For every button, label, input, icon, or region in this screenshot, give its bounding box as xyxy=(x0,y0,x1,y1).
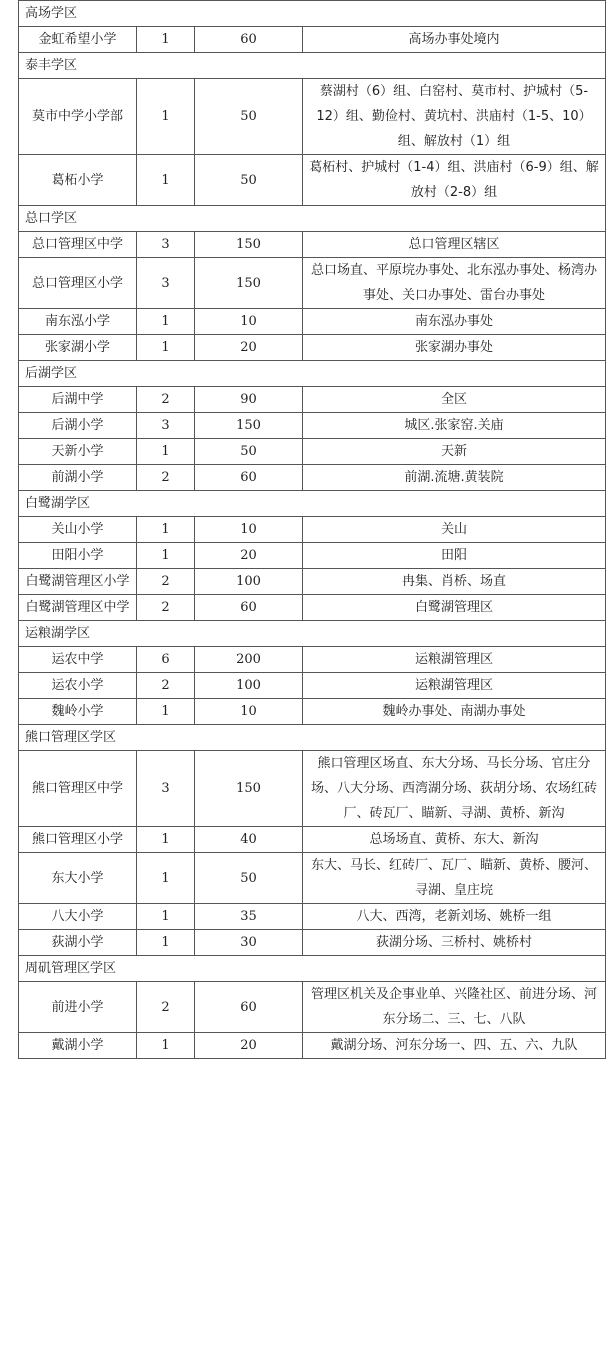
school-name-cell: 南东泓小学 xyxy=(19,309,137,335)
enrollment-area-cell: 全区 xyxy=(303,387,606,413)
school-name-cell: 熊口管理区小学 xyxy=(19,827,137,853)
section-header-row xyxy=(19,725,606,751)
class-count-cell: 1 xyxy=(137,439,195,465)
class-count-cell: 3 xyxy=(137,232,195,258)
student-count-cell: 60 xyxy=(195,27,303,53)
school-district-table xyxy=(18,0,605,1059)
table-row xyxy=(19,439,606,465)
school-name-cell: 天新小学 xyxy=(19,439,137,465)
table-row xyxy=(19,517,606,543)
table-row xyxy=(19,543,606,569)
enrollment-area-cell: 荻湖分场、三桥村、姚桥村 xyxy=(303,930,606,956)
enrollment-area-cell: 管理区机关及企事业单、兴隆社区、前进分场、河东分场二、三、七、八队 xyxy=(303,982,606,1033)
school-name-cell: 关山小学 xyxy=(19,517,137,543)
table-row xyxy=(19,904,606,930)
enrollment-area-cell: 运粮湖管理区 xyxy=(303,673,606,699)
school-name-cell: 白鹭湖管理区中学 xyxy=(19,595,137,621)
section-header-row xyxy=(19,53,606,79)
class-count-cell: 1 xyxy=(137,517,195,543)
class-count-cell: 1 xyxy=(137,309,195,335)
student-count-cell: 200 xyxy=(195,647,303,673)
enrollment-area-cell: 高场办事处境内 xyxy=(303,27,606,53)
class-count-cell: 2 xyxy=(137,465,195,491)
school-name-cell: 葛柘小学 xyxy=(19,155,137,206)
class-count-cell: 1 xyxy=(137,827,195,853)
table-row xyxy=(19,673,606,699)
student-count-cell: 60 xyxy=(195,982,303,1033)
school-name-cell: 熊口管理区中学 xyxy=(19,751,137,827)
enrollment-area-cell: 八大、西湾，老新刘场、姚桥一组 xyxy=(303,904,606,930)
enrollment-area-cell: 天新 xyxy=(303,439,606,465)
enrollment-area-cell: 总口场直、平原垸办事处、北东泓办事处、杨湾办事处、关口办事处、雷台办事处 xyxy=(303,258,606,309)
enrollment-area-cell: 城区.张家窑.关庙 xyxy=(303,413,606,439)
student-count-cell: 50 xyxy=(195,79,303,155)
enrollment-area-cell: 东大、马长、红砖厂、瓦厂、瞄新、黄桥、腰河、寻湖、皇庄垸 xyxy=(303,853,606,904)
class-count-cell: 2 xyxy=(137,387,195,413)
class-count-cell: 2 xyxy=(137,982,195,1033)
table-row xyxy=(19,79,606,155)
school-name-cell: 后湖小学 xyxy=(19,413,137,439)
table-row xyxy=(19,751,606,827)
table-row xyxy=(19,595,606,621)
enrollment-area-cell: 蔡湖村（6）组、白窑村、莫市村、护城村（5-12）组、勤俭村、黄坑村、洪庙村（1-5、10）组、解放村（1）组 xyxy=(303,79,606,155)
table-row xyxy=(19,982,606,1033)
table-row xyxy=(19,27,606,53)
class-count-cell: 1 xyxy=(137,155,195,206)
student-count-cell: 50 xyxy=(195,439,303,465)
class-count-cell: 1 xyxy=(137,1033,195,1059)
section-title: 白鹭湖学区 xyxy=(19,491,606,517)
section-header-row xyxy=(19,621,606,647)
class-count-cell: 2 xyxy=(137,673,195,699)
section-title: 周矶管理区学区 xyxy=(19,956,606,982)
table-row xyxy=(19,647,606,673)
school-name-cell: 田阳小学 xyxy=(19,543,137,569)
class-count-cell: 3 xyxy=(137,258,195,309)
school-name-cell: 总口管理区中学 xyxy=(19,232,137,258)
class-count-cell: 1 xyxy=(137,699,195,725)
class-count-cell: 1 xyxy=(137,335,195,361)
enrollment-area-cell: 运粮湖管理区 xyxy=(303,647,606,673)
section-header-row xyxy=(19,1,606,27)
class-count-cell: 1 xyxy=(137,904,195,930)
table-row xyxy=(19,465,606,491)
student-count-cell: 40 xyxy=(195,827,303,853)
school-name-cell: 后湖中学 xyxy=(19,387,137,413)
student-count-cell: 150 xyxy=(195,413,303,439)
section-title: 高场学区 xyxy=(19,1,606,27)
enrollment-table xyxy=(18,0,606,1059)
enrollment-area-cell: 前湖.流塘.黄装院 xyxy=(303,465,606,491)
student-count-cell: 100 xyxy=(195,569,303,595)
enrollment-area-cell: 田阳 xyxy=(303,543,606,569)
table-row xyxy=(19,1033,606,1059)
table-row xyxy=(19,413,606,439)
table-row xyxy=(19,387,606,413)
student-count-cell: 30 xyxy=(195,930,303,956)
enrollment-area-cell: 张家湖办事处 xyxy=(303,335,606,361)
class-count-cell: 3 xyxy=(137,413,195,439)
table-body xyxy=(19,1,606,1059)
school-name-cell: 白鹭湖管理区小学 xyxy=(19,569,137,595)
section-title: 熊口管理区学区 xyxy=(19,725,606,751)
student-count-cell: 60 xyxy=(195,595,303,621)
student-count-cell: 10 xyxy=(195,309,303,335)
section-header-row xyxy=(19,206,606,232)
student-count-cell: 20 xyxy=(195,1033,303,1059)
enrollment-area-cell: 葛柘村、护城村（1-4）组、洪庙村（6-9）组、解放村（2-8）组 xyxy=(303,155,606,206)
table-row xyxy=(19,155,606,206)
enrollment-area-cell: 白鹭湖管理区 xyxy=(303,595,606,621)
section-header-row xyxy=(19,491,606,517)
school-name-cell: 莫市中学小学部 xyxy=(19,79,137,155)
student-count-cell: 150 xyxy=(195,232,303,258)
student-count-cell: 50 xyxy=(195,853,303,904)
table-row xyxy=(19,258,606,309)
table-row xyxy=(19,309,606,335)
enrollment-area-cell: 总场场直、黄桥、东大、新沟 xyxy=(303,827,606,853)
table-row xyxy=(19,930,606,956)
school-name-cell: 张家湖小学 xyxy=(19,335,137,361)
class-count-cell: 2 xyxy=(137,595,195,621)
section-header-row xyxy=(19,956,606,982)
student-count-cell: 10 xyxy=(195,699,303,725)
enrollment-area-cell: 戴湖分场、河东分场一、四、五、六、九队 xyxy=(303,1033,606,1059)
school-name-cell: 总口管理区小学 xyxy=(19,258,137,309)
section-title: 后湖学区 xyxy=(19,361,606,387)
enrollment-area-cell: 南东泓办事处 xyxy=(303,309,606,335)
class-count-cell: 1 xyxy=(137,79,195,155)
table-row xyxy=(19,699,606,725)
student-count-cell: 150 xyxy=(195,258,303,309)
enrollment-area-cell: 总口管理区辖区 xyxy=(303,232,606,258)
school-name-cell: 前湖小学 xyxy=(19,465,137,491)
school-name-cell: 荻湖小学 xyxy=(19,930,137,956)
enrollment-area-cell: 魏岭办事处、南湖办事处 xyxy=(303,699,606,725)
student-count-cell: 100 xyxy=(195,673,303,699)
student-count-cell: 20 xyxy=(195,335,303,361)
table-row xyxy=(19,827,606,853)
student-count-cell: 90 xyxy=(195,387,303,413)
section-title: 总口学区 xyxy=(19,206,606,232)
student-count-cell: 150 xyxy=(195,751,303,827)
school-name-cell: 魏岭小学 xyxy=(19,699,137,725)
enrollment-area-cell: 关山 xyxy=(303,517,606,543)
class-count-cell: 1 xyxy=(137,853,195,904)
school-name-cell: 前进小学 xyxy=(19,982,137,1033)
school-name-cell: 戴湖小学 xyxy=(19,1033,137,1059)
school-name-cell: 运农中学 xyxy=(19,647,137,673)
student-count-cell: 35 xyxy=(195,904,303,930)
class-count-cell: 2 xyxy=(137,569,195,595)
section-header-row xyxy=(19,361,606,387)
class-count-cell: 1 xyxy=(137,27,195,53)
class-count-cell: 6 xyxy=(137,647,195,673)
table-row xyxy=(19,853,606,904)
student-count-cell: 50 xyxy=(195,155,303,206)
class-count-cell: 1 xyxy=(137,930,195,956)
school-name-cell: 运农小学 xyxy=(19,673,137,699)
table-row xyxy=(19,569,606,595)
student-count-cell: 10 xyxy=(195,517,303,543)
enrollment-area-cell: 熊口管理区场直、东大分场、马长分场、官庄分场、八大分场、西湾湖分场、荻胡分场、农场红砖厂、砖瓦厂、瞄新、寻湖、黄桥、新沟 xyxy=(303,751,606,827)
school-name-cell: 金虹希望小学 xyxy=(19,27,137,53)
student-count-cell: 20 xyxy=(195,543,303,569)
student-count-cell: 60 xyxy=(195,465,303,491)
enrollment-area-cell: 冉集、肖桥、场直 xyxy=(303,569,606,595)
section-title: 泰丰学区 xyxy=(19,53,606,79)
table-row xyxy=(19,335,606,361)
class-count-cell: 3 xyxy=(137,751,195,827)
school-name-cell: 东大小学 xyxy=(19,853,137,904)
section-title: 运粮湖学区 xyxy=(19,621,606,647)
school-name-cell: 八大小学 xyxy=(19,904,137,930)
table-row xyxy=(19,232,606,258)
class-count-cell: 1 xyxy=(137,543,195,569)
